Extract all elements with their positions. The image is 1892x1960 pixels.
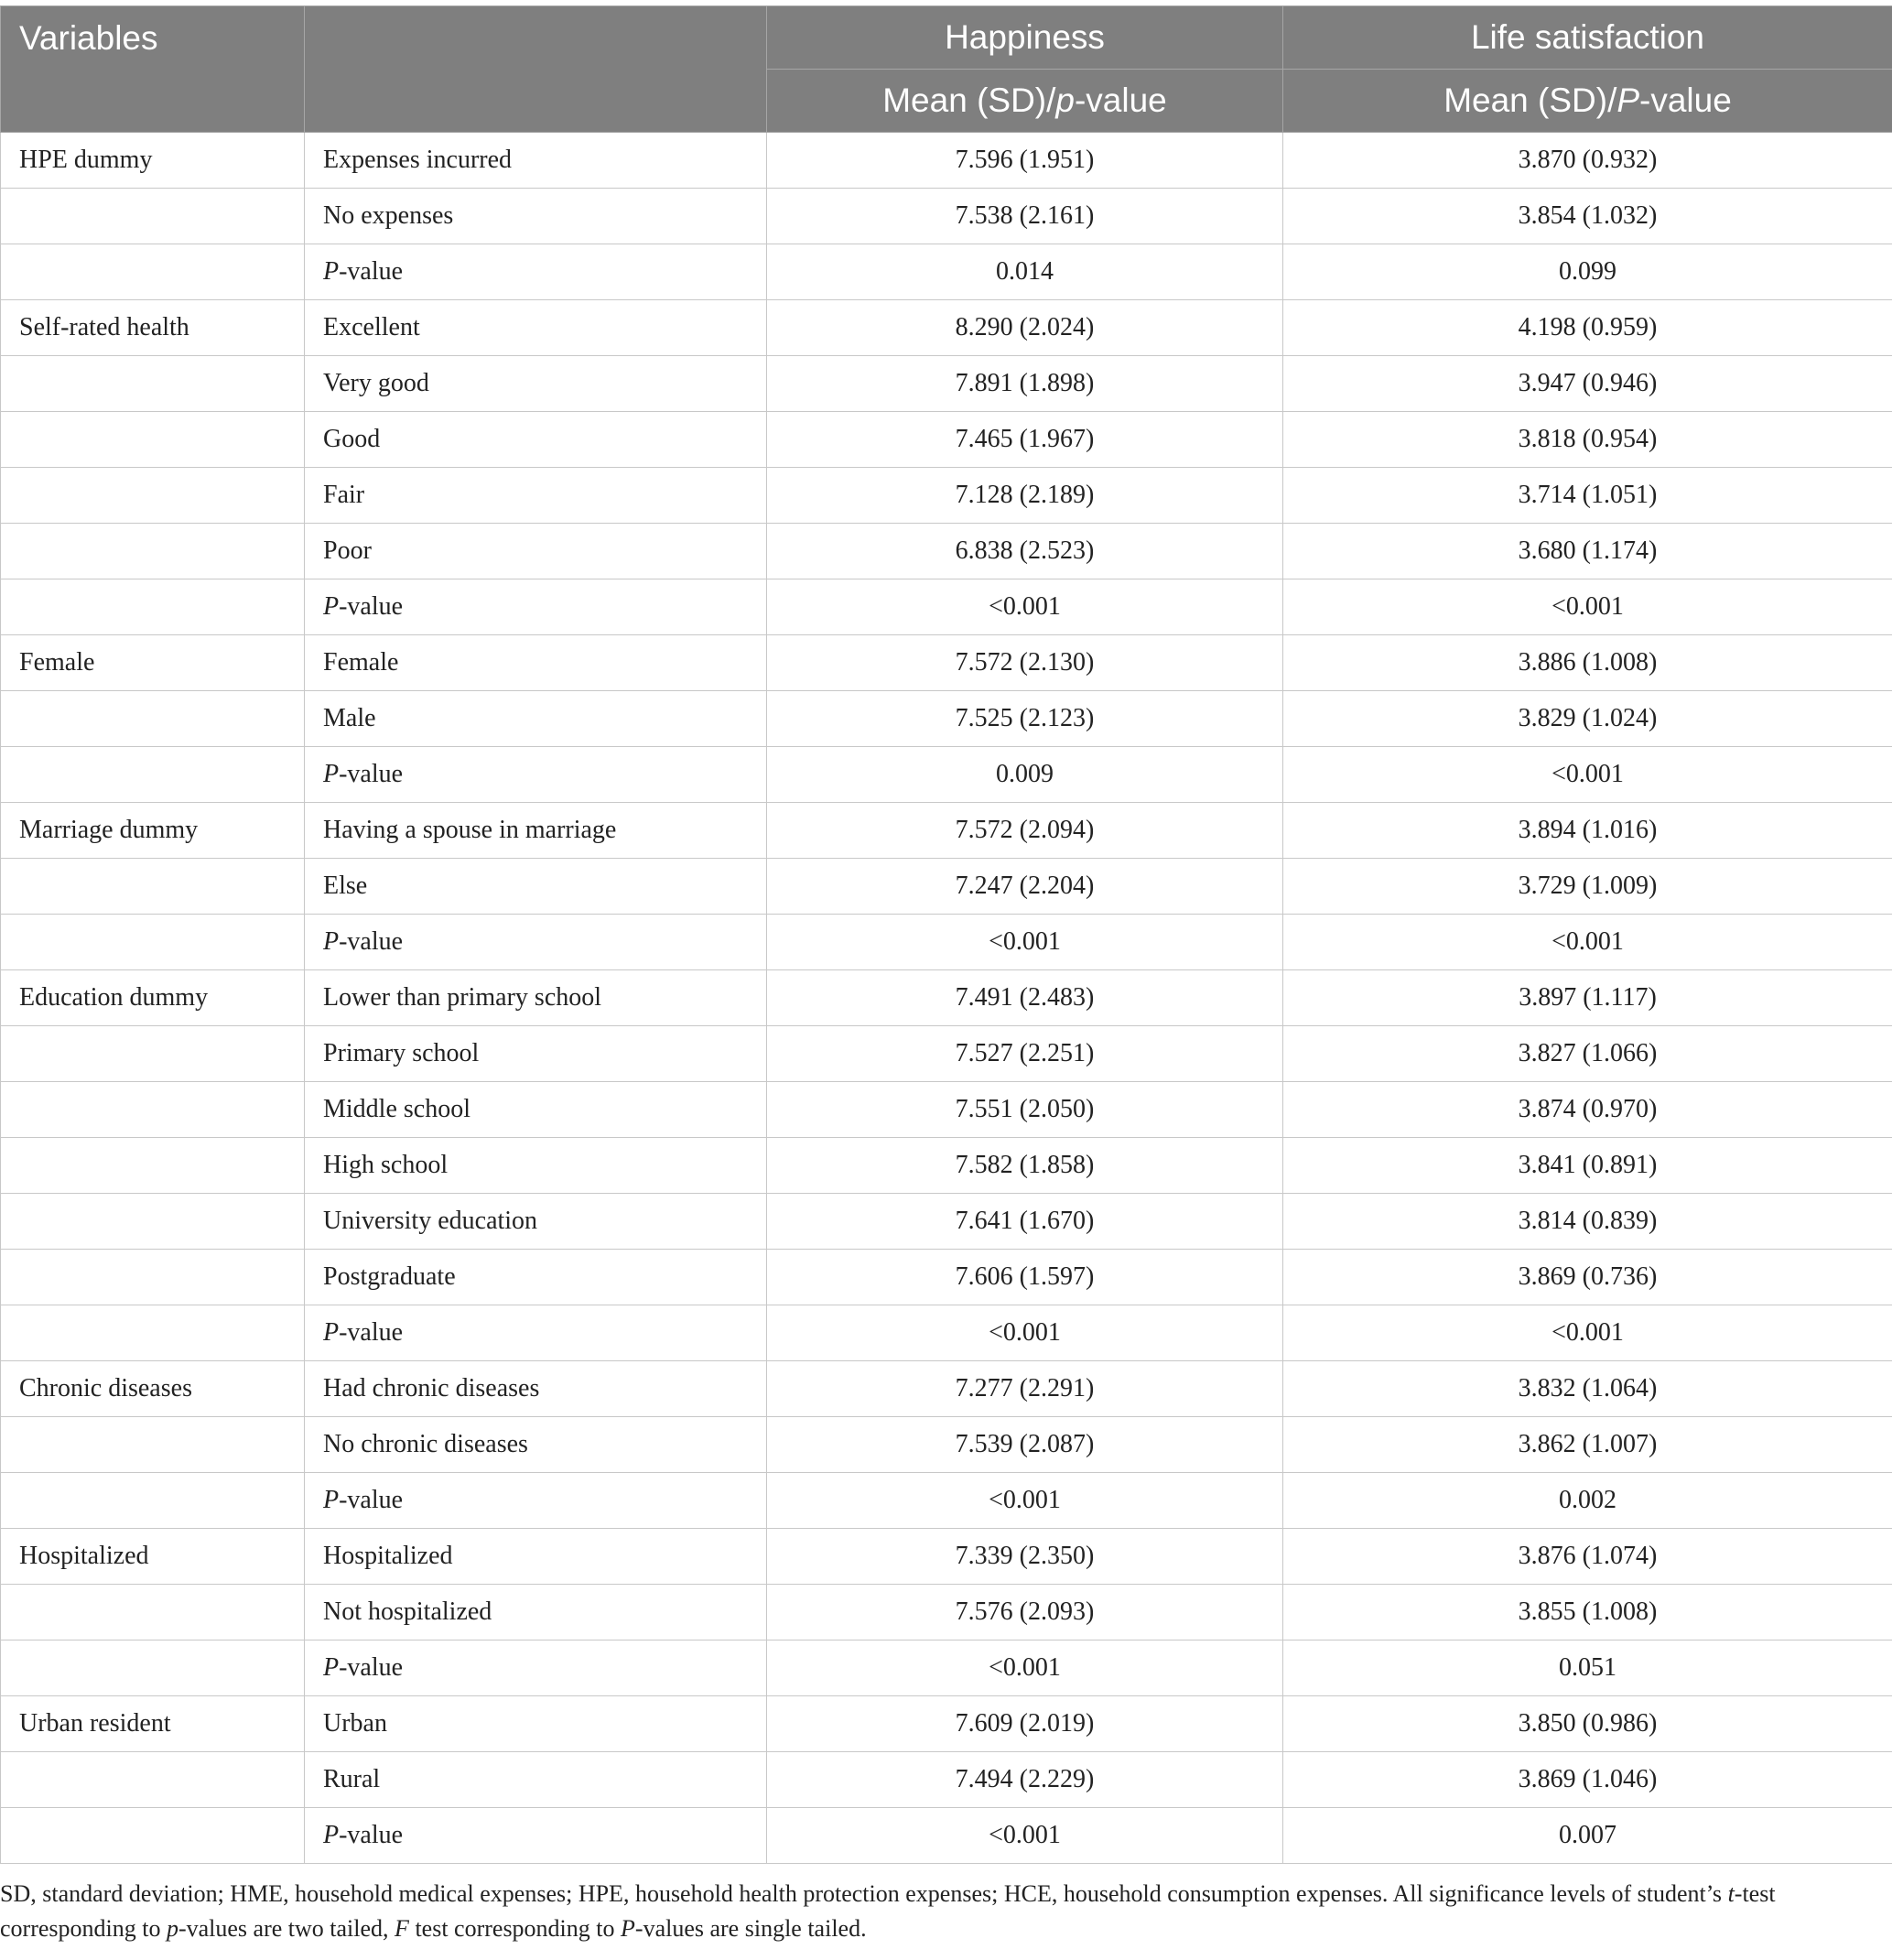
happiness-cell: 0.009: [767, 747, 1283, 803]
life-satisfaction-cell: 3.854 (1.032): [1283, 189, 1892, 244]
life-satisfaction-cell: 3.886 (1.008): [1283, 635, 1892, 691]
life-satisfaction-cell: <0.001: [1283, 1305, 1892, 1361]
happiness-cell: 0.014: [767, 244, 1283, 300]
table-row: [1, 1473, 1892, 1529]
happiness-cell: 7.247 (2.204): [767, 859, 1283, 915]
category-cell: Female: [305, 635, 767, 691]
variable-cell: Urban resident: [1, 1696, 305, 1752]
category-cell: Very good: [305, 356, 767, 412]
variable-cell: [1, 691, 305, 747]
happiness-cell: 7.494 (2.229): [767, 1752, 1283, 1808]
life-satisfaction-cell: <0.001: [1283, 915, 1892, 970]
happiness-cell: 7.339 (2.350): [767, 1529, 1283, 1585]
table-row: [1, 133, 1892, 189]
variable-cell: Self-rated health: [1, 300, 305, 356]
happiness-cell: 7.539 (2.087): [767, 1417, 1283, 1473]
variable-cell: Female: [1, 635, 305, 691]
happiness-cell: 7.641 (1.670): [767, 1194, 1283, 1250]
life-satisfaction-cell: 3.876 (1.074): [1283, 1529, 1892, 1585]
happiness-cell: <0.001: [767, 1305, 1283, 1361]
header-life-sub: Mean (SD)/P-value: [1283, 70, 1892, 133]
happiness-cell: 6.838 (2.523): [767, 524, 1283, 579]
happiness-cell: 7.606 (1.597): [767, 1250, 1283, 1305]
table-row: [1, 412, 1892, 468]
happiness-cell: 7.572 (2.130): [767, 635, 1283, 691]
header-happiness: Happiness: [767, 6, 1283, 70]
happiness-cell: 8.290 (2.024): [767, 300, 1283, 356]
category-cell: Middle school: [305, 1082, 767, 1138]
table-row: [1, 1305, 1892, 1361]
category-cell: P-value: [305, 1641, 767, 1696]
category-cell: Hospitalized: [305, 1529, 767, 1585]
table-row: [1, 1194, 1892, 1250]
table-row: [1, 1529, 1892, 1585]
variable-cell: [1, 189, 305, 244]
header-variables: Variables: [1, 6, 305, 133]
category-cell: Primary school: [305, 1026, 767, 1082]
happiness-cell: 7.527 (2.251): [767, 1026, 1283, 1082]
life-satisfaction-cell: 0.007: [1283, 1808, 1892, 1864]
life-satisfaction-cell: 3.832 (1.064): [1283, 1361, 1892, 1417]
category-cell: Excellent: [305, 300, 767, 356]
variable-cell: [1, 468, 305, 524]
variable-cell: [1, 1250, 305, 1305]
category-cell: High school: [305, 1138, 767, 1194]
category-cell: Fair: [305, 468, 767, 524]
life-satisfaction-cell: 3.862 (1.007): [1283, 1417, 1892, 1473]
variable-cell: HPE dummy: [1, 133, 305, 189]
table-header: [1, 6, 1892, 133]
life-satisfaction-cell: 3.829 (1.024): [1283, 691, 1892, 747]
happiness-cell: 7.596 (1.951): [767, 133, 1283, 189]
happiness-cell: 7.465 (1.967): [767, 412, 1283, 468]
category-cell: Having a spouse in marriage: [305, 803, 767, 859]
life-satisfaction-cell: 3.814 (0.839): [1283, 1194, 1892, 1250]
life-satisfaction-cell: 0.002: [1283, 1473, 1892, 1529]
happiness-cell: 7.525 (2.123): [767, 691, 1283, 747]
life-satisfaction-cell: 4.198 (0.959): [1283, 300, 1892, 356]
table-body: [1, 133, 1892, 1864]
variable-cell: [1, 1585, 305, 1641]
life-satisfaction-cell: 3.850 (0.986): [1283, 1696, 1892, 1752]
category-cell: No chronic diseases: [305, 1417, 767, 1473]
category-cell: P-value: [305, 1473, 767, 1529]
category-cell: University education: [305, 1194, 767, 1250]
variable-cell: Hospitalized: [1, 1529, 305, 1585]
header-category: [305, 6, 767, 133]
happiness-cell: <0.001: [767, 1808, 1283, 1864]
happiness-cell: 7.891 (1.898): [767, 356, 1283, 412]
table-row: [1, 1417, 1892, 1473]
life-satisfaction-cell: 0.099: [1283, 244, 1892, 300]
life-satisfaction-cell: 3.947 (0.946): [1283, 356, 1892, 412]
variable-cell: [1, 915, 305, 970]
happiness-cell: 7.551 (2.050): [767, 1082, 1283, 1138]
category-cell: Rural: [305, 1752, 767, 1808]
happiness-cell: 7.582 (1.858): [767, 1138, 1283, 1194]
life-satisfaction-cell: 3.869 (1.046): [1283, 1752, 1892, 1808]
table-row: [1, 1250, 1892, 1305]
variable-cell: [1, 579, 305, 635]
table-row: [1, 635, 1892, 691]
table-row: [1, 1361, 1892, 1417]
category-cell: Expenses incurred: [305, 133, 767, 189]
life-satisfaction-cell: 3.818 (0.954): [1283, 412, 1892, 468]
happiness-cell: 7.576 (2.093): [767, 1585, 1283, 1641]
table-row: [1, 1752, 1892, 1808]
happiness-cell: <0.001: [767, 1641, 1283, 1696]
life-satisfaction-cell: 3.827 (1.066): [1283, 1026, 1892, 1082]
life-satisfaction-cell: 3.870 (0.932): [1283, 133, 1892, 189]
table-row: [1, 1138, 1892, 1194]
table-row: [1, 1808, 1892, 1864]
category-cell: P-value: [305, 747, 767, 803]
table-row: [1, 970, 1892, 1026]
table-row: [1, 244, 1892, 300]
happiness-cell: 7.128 (2.189): [767, 468, 1283, 524]
variable-cell: [1, 1808, 305, 1864]
header-happiness-sub: Mean (SD)/p-value: [767, 70, 1283, 133]
table-footnote: SD, standard deviation; HME, household medical expenses; HPE, household health protection expenses; HCE, household consumption expenses. All significance levels of student’s t-test corresponding to p-values are two tailed, F test corresponding to P-values are single tailed.: [0, 1880, 1776, 1942]
variable-cell: Education dummy: [1, 970, 305, 1026]
variable-cell: [1, 1752, 305, 1808]
happiness-cell: 7.491 (2.483): [767, 970, 1283, 1026]
table-row: [1, 1641, 1892, 1696]
category-cell: P-value: [305, 579, 767, 635]
happiness-cell: <0.001: [767, 579, 1283, 635]
variable-cell: [1, 1641, 305, 1696]
category-cell: No expenses: [305, 189, 767, 244]
category-cell: Poor: [305, 524, 767, 579]
category-cell: P-value: [305, 915, 767, 970]
variable-cell: [1, 524, 305, 579]
life-satisfaction-cell: 3.729 (1.009): [1283, 859, 1892, 915]
life-satisfaction-cell: 3.714 (1.051): [1283, 468, 1892, 524]
happiness-cell: 7.609 (2.019): [767, 1696, 1283, 1752]
table-row: [1, 1082, 1892, 1138]
happiness-cell: 7.572 (2.094): [767, 803, 1283, 859]
category-cell: Had chronic diseases: [305, 1361, 767, 1417]
life-satisfaction-cell: 3.874 (0.970): [1283, 1082, 1892, 1138]
life-satisfaction-cell: <0.001: [1283, 579, 1892, 635]
life-satisfaction-cell: <0.001: [1283, 747, 1892, 803]
variable-cell: [1, 859, 305, 915]
table-row: [1, 1585, 1892, 1641]
category-cell: Else: [305, 859, 767, 915]
life-satisfaction-cell: 3.855 (1.008): [1283, 1585, 1892, 1641]
variable-cell: [1, 747, 305, 803]
variable-cell: [1, 1305, 305, 1361]
table-row: [1, 915, 1892, 970]
table-row: [1, 1696, 1892, 1752]
variable-cell: [1, 1194, 305, 1250]
life-satisfaction-cell: 3.897 (1.117): [1283, 970, 1892, 1026]
table-row: [1, 747, 1892, 803]
variable-cell: [1, 1417, 305, 1473]
category-cell: Not hospitalized: [305, 1585, 767, 1641]
variable-cell: [1, 1026, 305, 1082]
variable-cell: Chronic diseases: [1, 1361, 305, 1417]
table-row: [1, 691, 1892, 747]
table-row: [1, 300, 1892, 356]
category-cell: Good: [305, 412, 767, 468]
life-satisfaction-cell: 0.051: [1283, 1641, 1892, 1696]
table-container: [0, 5, 1892, 1946]
category-cell: Postgraduate: [305, 1250, 767, 1305]
happiness-cell: 7.538 (2.161): [767, 189, 1283, 244]
happiness-cell: <0.001: [767, 915, 1283, 970]
table-row: [1, 524, 1892, 579]
happiness-cell: 7.277 (2.291): [767, 1361, 1283, 1417]
category-cell: Lower than primary school: [305, 970, 767, 1026]
variable-cell: [1, 1082, 305, 1138]
life-satisfaction-cell: 3.894 (1.016): [1283, 803, 1892, 859]
life-satisfaction-cell: 3.680 (1.174): [1283, 524, 1892, 579]
variable-cell: [1, 1473, 305, 1529]
table-row: [1, 189, 1892, 244]
category-cell: Male: [305, 691, 767, 747]
happiness-cell: <0.001: [767, 1473, 1283, 1529]
category-cell: P-value: [305, 1808, 767, 1864]
life-satisfaction-cell: 3.869 (0.736): [1283, 1250, 1892, 1305]
variable-cell: [1, 412, 305, 468]
table-row: [1, 579, 1892, 635]
table-row: [1, 1026, 1892, 1082]
table-row: [1, 859, 1892, 915]
category-cell: P-value: [305, 1305, 767, 1361]
category-cell: Urban: [305, 1696, 767, 1752]
variable-cell: Marriage dummy: [1, 803, 305, 859]
table-row: [1, 356, 1892, 412]
table-row: [1, 468, 1892, 524]
results-table: [0, 5, 1892, 1864]
variable-cell: [1, 1138, 305, 1194]
variable-cell: [1, 244, 305, 300]
table-row: [1, 803, 1892, 859]
header-life-satisfaction: Life satisfaction: [1283, 6, 1892, 70]
variable-cell: [1, 356, 305, 412]
category-cell: P-value: [305, 244, 767, 300]
life-satisfaction-cell: 3.841 (0.891): [1283, 1138, 1892, 1194]
